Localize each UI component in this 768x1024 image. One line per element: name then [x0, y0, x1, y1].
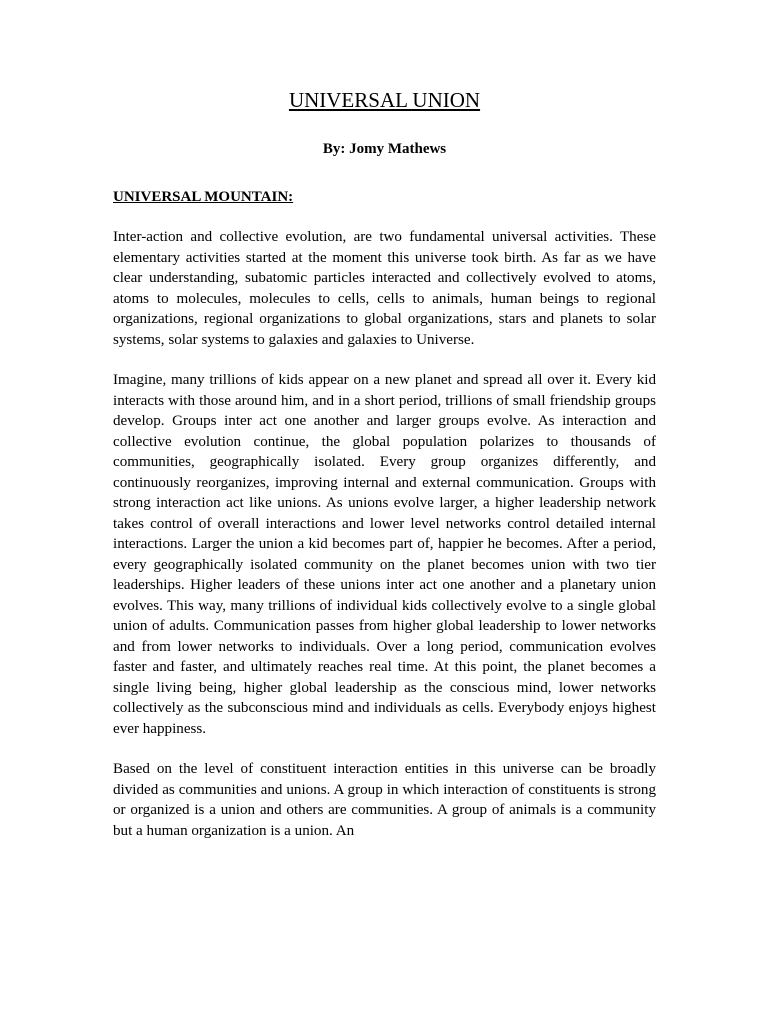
paragraph-2: Imagine, many trillions of kids appear on a new planet and spread all over it. Every kid interacts with those around him, and in a short period, trillions of small friendship groups develop. Groups inter act one another and larger groups evolve. As interaction and collective evolution continue, the global population polarizes to thousands of communities, geographically isolated. Every group organizes differently, and continuously reorganizes, improving internal and external communication. Groups with strong interaction act like unions. As unions evolve larger, a higher leadership network takes control of overall interactions and lower level networks control detailed internal interactions. Larger the union a kid becomes part of, happier he becomes. After a period, every geographically isolated community on the planet becomes union with two tier leaderships. Higher leaders of these unions inter act one another and a planetary union evolves. This way, many trillions of individual kids collectively evolve to a single global union of adults. Communication passes from higher global leadership to lower networks and from lower networks to individuals. Over a long period, communication evolves faster and faster, and ultimately reaches real time. At this point, the planet becomes a single living being, higher global leadership as the conscious mind, lower networks collectively as the subconscious mind and individuals as cells. Everybody enjoys highest ever happiness. [113, 372, 656, 737]
paragraph-3: Based on the level of constituent interaction entities in this universe can be broadly divided as communities and unions. A group in which interaction of constituents is strong or organized is a union and others are communities. A group of animals is a community but a human organization is a union. An [113, 761, 656, 839]
paragraph-1: Inter-action and collective evolution, are two fundamental universal activities. These elementary activities started at the moment this universe took birth. As far as we have clear understanding, subatomic particles interacted and collectively evolved to atoms, atoms to molecules, molecules to cells, cells to animals, human beings to regional organizations, regional organizations to global organizations, stars and planets to solar systems, solar systems to galaxies and galaxies to Universe. [113, 229, 656, 348]
author-byline: By: Jomy Mathews [322, 141, 447, 157]
document-page [113, 88, 656, 861]
document-title: UNIVERSAL UNION [288, 88, 481, 112]
section-heading: UNIVERSAL MOUNTAIN: [113, 189, 294, 205]
